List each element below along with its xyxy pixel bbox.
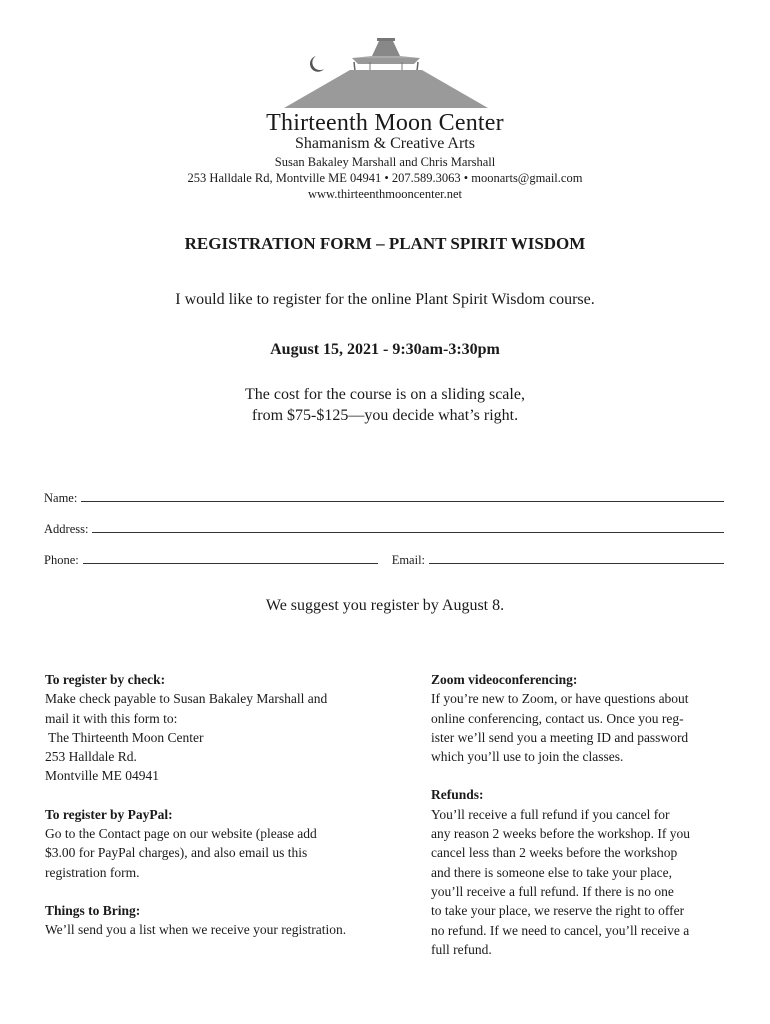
org-name: Thirteenth Moon Center [266, 110, 504, 136]
refunds-line: no refund. If we need to cancel, you’ll receive a [431, 922, 690, 938]
phone-input-line[interactable] [83, 552, 378, 564]
org-subtitle: Shamanism & Creative Arts [295, 135, 475, 152]
check-line: Montville ME 04941 [45, 768, 159, 784]
bring-line: We’ll send you a list when we receive your registration. [45, 922, 347, 938]
form-title: REGISTRATION FORM – PLANT SPIRIT WISDOM [184, 234, 586, 253]
bring-heading: Things to Bring: [45, 902, 141, 918]
org-people: Susan Bakaley Marshall and Chris Marshall [274, 155, 496, 169]
crescent-moon-icon [310, 56, 324, 72]
refunds-line: any reason 2 weeks before the workshop. If you [431, 826, 691, 842]
pavilion-moon-logo [280, 36, 490, 110]
check-line: Make check payable to Susan Bakaley Marshall and [45, 691, 328, 707]
suggest-text: We suggest you register by August 8. [265, 597, 505, 614]
check-line: 253 Halldale Rd. [45, 749, 137, 765]
check-heading: To register by check: [45, 672, 166, 687]
course-date: August 15, 2021 - 9:30am-3:30pm [270, 341, 500, 358]
name-label: Name: [44, 491, 78, 505]
zoom-line: ister we’ll send you a meeting ID and password [431, 729, 689, 745]
refunds-line: cancel less than 2 weeks before the workshop [431, 845, 678, 861]
zoom-line: If you’re new to Zoom, or have questions about [431, 691, 689, 707]
refunds-line: full refund. [431, 941, 492, 957]
cost-line-2: from $75-$125—you decide what’s right. [251, 407, 519, 424]
refunds-line: You’ll receive a full refund if you cancel for [431, 806, 670, 822]
left-column [45, 670, 415, 940]
cost-line-1: The cost for the course is on a sliding scale, [245, 386, 525, 403]
right-column [431, 670, 731, 959]
phone-label: Phone: [44, 553, 79, 567]
zoom-line: online conferencing, contact us. Once you reg- [431, 710, 684, 726]
org-contact: 253 Halldale Rd, Montville ME 04941 • 207.589.3063 • moonarts@gmail.com [187, 171, 583, 185]
phone-email-row [44, 552, 724, 568]
address-field[interactable] [44, 521, 724, 537]
email-label: Email: [391, 553, 426, 567]
address-label: Address: [44, 522, 89, 536]
name-field[interactable] [44, 490, 724, 506]
paypal-heading: To register by PayPal: [45, 806, 173, 822]
refunds-line: you’ll receive a full refund. If there is no one [431, 883, 674, 899]
zoom-heading: Zoom videoconferencing: [431, 672, 578, 687]
zoom-line: which you’ll use to join the classes. [431, 749, 624, 765]
email-input-line[interactable] [429, 552, 724, 564]
address-input-line[interactable] [92, 521, 724, 533]
refunds-line: to take your place, we reserve the right to offer [431, 903, 685, 919]
paypal-line: Go to the Contact page on our website (please add [45, 826, 317, 842]
paypal-line: $3.00 for PayPal charges), and also email us this [45, 845, 308, 861]
check-line: The Thirteenth Moon Center [45, 729, 204, 745]
intro-text: I would like to register for the online Plant Spirit Wisdom course. [175, 291, 595, 308]
refunds-heading: Refunds: [431, 787, 484, 803]
org-website: www.thirteenthmooncenter.net [307, 187, 462, 201]
name-input-line[interactable] [81, 490, 724, 502]
paypal-line: registration form. [45, 864, 140, 880]
check-line: mail it with this form to: [45, 710, 178, 726]
refunds-line: and there is someone else to take your place, [431, 864, 673, 880]
